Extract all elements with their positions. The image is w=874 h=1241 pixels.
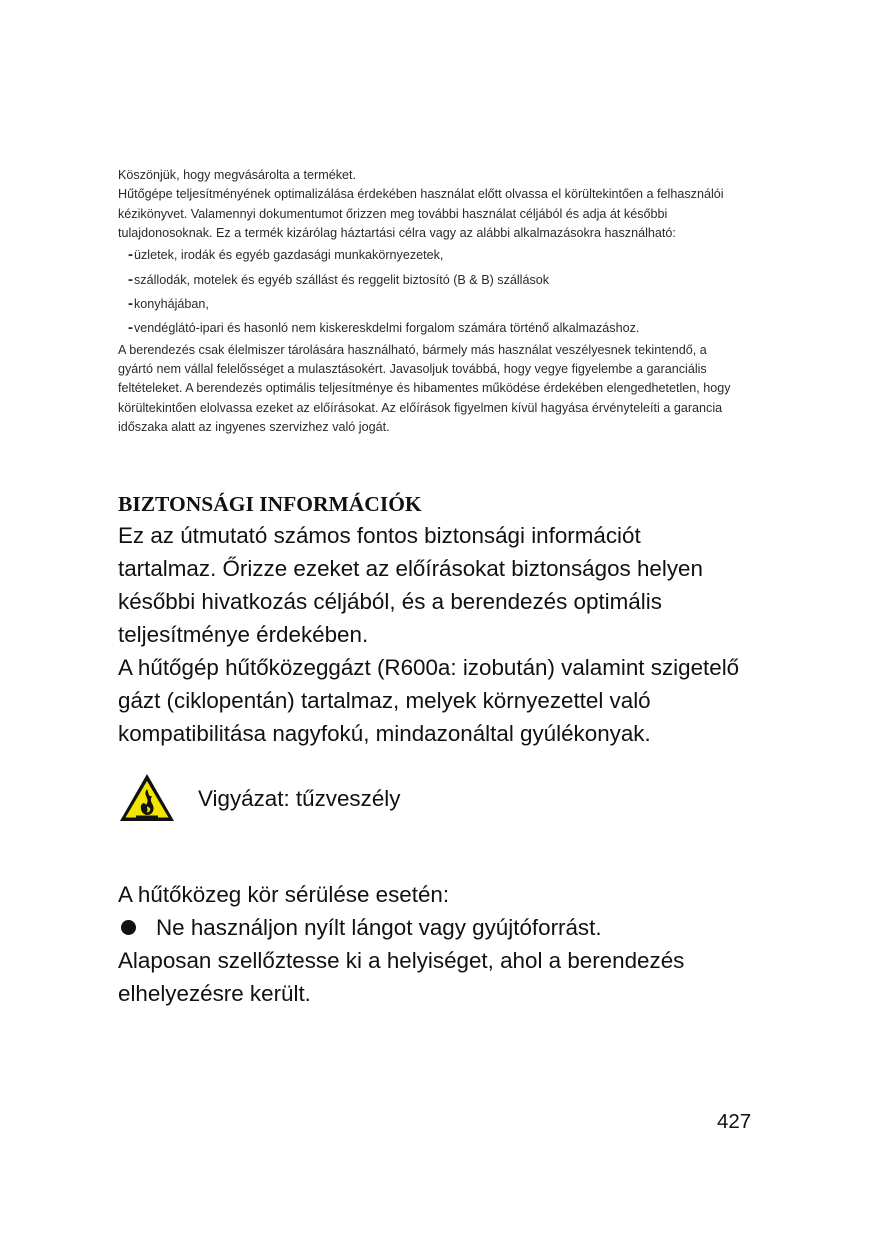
dash-bullet: - xyxy=(128,295,133,312)
bullet-dot-icon xyxy=(121,920,136,935)
list-item: -vendéglátó-ipari és hasonló nem kiskereskdelmi forgalom számára történő alkalmazáshoz. xyxy=(128,319,640,337)
intro-section xyxy=(118,166,743,437)
safety-heading: BIZTONSÁGI INFORMÁCIÓK xyxy=(118,492,422,517)
safety-paragraph: Ez az útmutató számos fontos biztonsági információt tartalmaz. Őrizze ezeket az előírásokat biztonságos helyen későbbi hivatkozás céljából, és a berendezés optimális teljesítménye érdekében. xyxy=(118,523,703,648)
intro-usage: Hűtőgépe teljesítményének optimalizálása érdekében használat előtt olvassa el körültekintően a felhasználói kézikönyvet. Valamennyi dokumentumot őrizzen meg további használat céljából és adja át későbbi tulajdonosoknak. Ez a termék kizárólag háztartási célra vagy az alábbi alkalmazásokra használható: xyxy=(118,187,724,240)
flammable-warning-icon xyxy=(118,772,176,824)
page-number: 427 xyxy=(717,1110,752,1133)
list-item: -üzletek, irodák és egyéb gazdasági munkakörnyezetek, xyxy=(128,246,444,264)
fire-warning xyxy=(118,772,743,824)
dash-bullet: - xyxy=(128,319,133,337)
leak-title: A hűtőközeg kör sérülése esetén: xyxy=(118,882,450,908)
dash-bullet: - xyxy=(128,270,133,288)
list-item xyxy=(118,911,743,944)
intro-warranty: A berendezés csak élelmiszer tárolására használható, bármely más használat veszélyesnek tekintendő, a gyártó nem vállal felelősséget a mulasztásokért. Javasoljuk továbbá, hogy vegye figyelembe a garanciális feltételeket. A berendezés optimális teljesítménye és hibamentes működése érdekében elengedhetetlen, hogy körültekintően elolvassa ezeket az előírásokat. Az előírások figyelmen kívül hagyása érvényteleíti a garancia időszaka alatt az ingyenes szervizhez való jogát. xyxy=(118,342,731,434)
manual-page xyxy=(118,166,743,1010)
ventilation-paragraph: Alaposan szellőztesse ki a helyiséget, ahol a berendezés elhelyezésre került. xyxy=(118,948,685,1007)
refrigerant-paragraph: A hűtőgép hűtőközeggázt (R600a: izobután) valamint szigetelő gázt (ciklopentán) tartalmaz, melyek környezettel való kompatibilitása nagyfokú, mindazonáltal gyúlékonyak. xyxy=(118,655,740,747)
list-item: -szállodák, motelek és egyéb szállást és reggelit biztosító (B & B) szállások xyxy=(128,270,550,288)
leak-bullet-text: Ne használjon nyílt lángot vagy gyújtóforrást. xyxy=(156,915,602,941)
list-item: -konyhájában, xyxy=(128,295,209,312)
intro-thanks: Köszönjük, hogy megvásárolta a terméket. xyxy=(118,168,357,182)
warning-text: Vigyázat: tűzveszély xyxy=(198,785,401,811)
dash-bullet: - xyxy=(128,246,133,264)
usage-list xyxy=(118,243,743,341)
